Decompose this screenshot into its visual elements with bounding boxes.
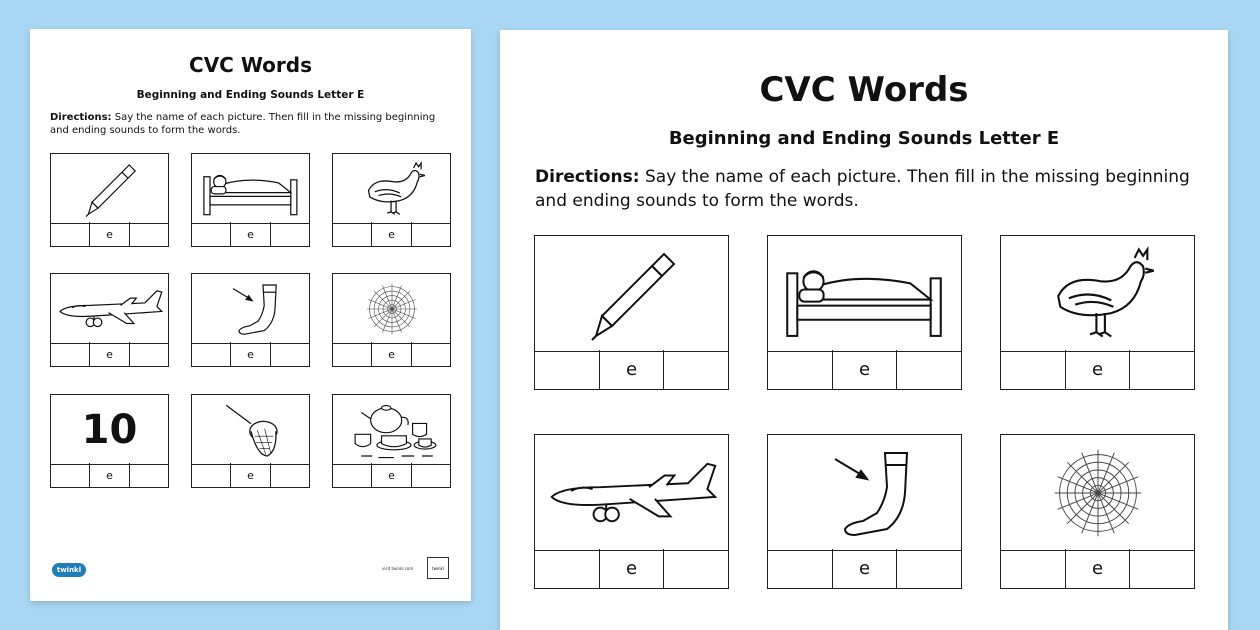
worksheet-subtitle: Beginning and Ending Sounds Letter E — [668, 128, 1060, 149]
ten-text: 10 — [81, 406, 138, 453]
word-card-tea-set — [332, 394, 451, 488]
middle-letter: e — [1065, 549, 1130, 588]
ending-sound-box[interactable] — [411, 342, 450, 366]
ending-sound-box[interactable] — [129, 463, 168, 487]
word-card-web — [1000, 434, 1195, 589]
footer-badge: twinkl — [427, 557, 449, 579]
word-card-jet — [534, 434, 729, 589]
pen-icon — [535, 236, 728, 352]
middle-letter: e — [1065, 350, 1130, 389]
word-card-bed — [767, 235, 962, 390]
middle-letter: e — [599, 350, 664, 389]
word-card-ten — [50, 394, 169, 488]
pen-icon — [51, 154, 168, 224]
directions-text: Say the name of each picture. Then fill in the missing beginning and ending sounds to form the words. — [535, 167, 1190, 211]
word-card-hen — [332, 153, 451, 247]
leg-icon — [768, 435, 961, 551]
ending-sound-box[interactable] — [1129, 350, 1194, 389]
middle-letter: e — [230, 463, 269, 487]
ending-sound-box[interactable] — [411, 222, 450, 246]
ending-sound-box[interactable] — [896, 549, 961, 588]
worksheet-subtitle: Beginning and Ending Sounds Letter E — [136, 89, 365, 101]
ending-sound-box[interactable] — [129, 342, 168, 366]
beginning-sound-box[interactable] — [192, 463, 230, 487]
middle-letter: e — [832, 549, 897, 588]
web-icon — [1001, 435, 1194, 551]
worksheet-directions — [535, 165, 1198, 213]
leg-icon — [192, 274, 309, 344]
tea-set-icon — [333, 395, 450, 465]
word-card-hen — [1000, 235, 1195, 390]
bed-icon — [768, 236, 961, 352]
ten-number — [51, 395, 168, 465]
worksheet-title: CVC Words — [759, 70, 969, 110]
middle-letter: e — [230, 342, 269, 366]
worksheet-directions — [50, 111, 451, 137]
directions-label: Directions: — [535, 167, 640, 187]
word-card-leg — [767, 434, 962, 589]
middle-letter: e — [371, 342, 410, 366]
middle-letter: e — [89, 342, 128, 366]
beginning-sound-box[interactable] — [192, 342, 230, 366]
web-icon — [333, 274, 450, 344]
ending-sound-box[interactable] — [129, 222, 168, 246]
middle-letter: e — [599, 549, 664, 588]
net-icon — [192, 395, 309, 465]
worksheet-preview-large — [500, 30, 1228, 630]
word-card-leg — [191, 273, 310, 367]
beginning-sound-box[interactable] — [192, 222, 230, 246]
word-card-pen — [50, 153, 169, 247]
middle-letter: e — [230, 222, 269, 246]
ending-sound-box[interactable] — [663, 549, 728, 588]
beginning-sound-box[interactable] — [535, 350, 599, 389]
middle-letter: e — [89, 222, 128, 246]
middle-letter: e — [89, 463, 128, 487]
beginning-sound-box[interactable] — [333, 463, 371, 487]
bed-icon — [192, 154, 309, 224]
ending-sound-box[interactable] — [270, 222, 309, 246]
word-card-bed — [191, 153, 310, 247]
directions-label: Directions: — [50, 112, 112, 123]
ending-sound-box[interactable] — [270, 342, 309, 366]
beginning-sound-box[interactable] — [51, 342, 89, 366]
ending-sound-box[interactable] — [896, 350, 961, 389]
word-card-net — [191, 394, 310, 488]
hen-icon — [333, 154, 450, 224]
beginning-sound-box[interactable] — [333, 342, 371, 366]
middle-letter: e — [832, 350, 897, 389]
beginning-sound-box[interactable] — [51, 463, 89, 487]
worksheet-title: CVC Words — [189, 53, 312, 77]
beginning-sound-box[interactable] — [535, 549, 599, 588]
ending-sound-box[interactable] — [663, 350, 728, 389]
worksheet-preview-small — [30, 29, 471, 601]
beginning-sound-box[interactable] — [1001, 350, 1065, 389]
word-card-web — [332, 273, 451, 367]
jet-icon — [51, 274, 168, 344]
middle-letter: e — [371, 222, 410, 246]
beginning-sound-box[interactable] — [768, 549, 832, 588]
beginning-sound-box[interactable] — [768, 350, 832, 389]
twinkl-logo: twinkl — [52, 563, 86, 577]
ending-sound-box[interactable] — [270, 463, 309, 487]
directions-text: Say the name of each picture. Then fill in the missing beginning and ending sounds to form the words. — [50, 112, 436, 136]
word-card-pen — [534, 235, 729, 390]
jet-icon — [535, 435, 728, 551]
hen-icon — [1001, 236, 1194, 352]
footer-url: visit twinkl.com — [382, 566, 414, 571]
word-card-jet — [50, 273, 169, 367]
ending-sound-box[interactable] — [1129, 549, 1194, 588]
beginning-sound-box[interactable] — [1001, 549, 1065, 588]
ending-sound-box[interactable] — [411, 463, 450, 487]
middle-letter: e — [371, 463, 410, 487]
beginning-sound-box[interactable] — [51, 222, 89, 246]
beginning-sound-box[interactable] — [333, 222, 371, 246]
